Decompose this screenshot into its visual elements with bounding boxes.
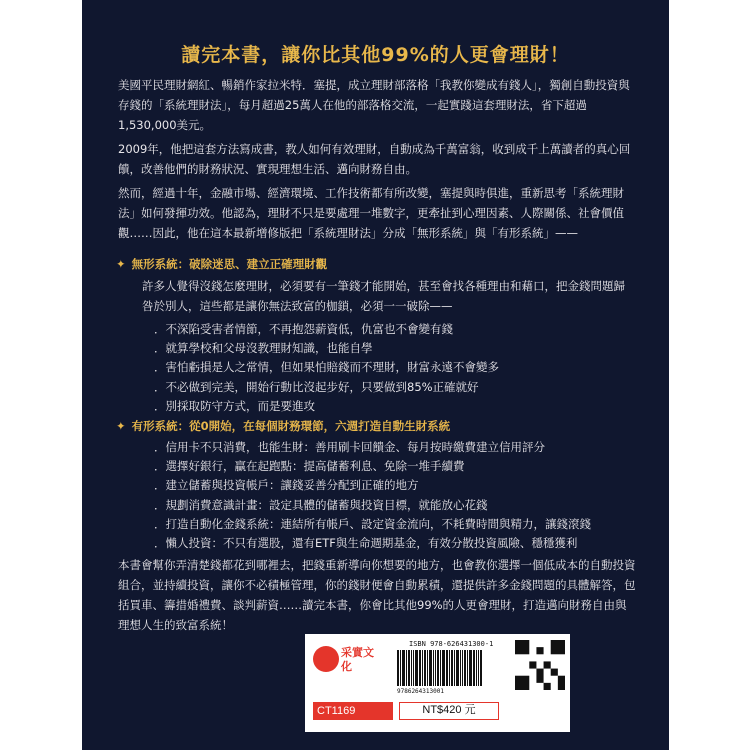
list-item: ．懶人投資：不只有選股，還有ETF與生命週期基金，有效分散投資風險、穩穩獲利 (154, 536, 578, 551)
intangible-bullet-list (154, 320, 634, 416)
update-paragraph: 然而，經過十年，金融市場、經濟環境、工作技術都有所改變，塞提與時俱進，重新思考「系統理財法」如何發揮功效。他認為，理財不只是要處理一堆數字，更牽扯到心理因素、人際關係、社會價值觀……因此，他在這本最新增修版把「系統理財法」分成「無形系統」與「有形系統」—— (118, 186, 624, 240)
list-item: ．不深陷受害者情節，不再抱怨薪資低，仇富也不會變有錢 (154, 322, 453, 336)
headline: 讀完本書，讓你比其他99%的人更會理財！ (181, 44, 570, 66)
star-icon: ✦ (116, 257, 126, 271)
list-item: ．別採取防守方式，而是要進攻 (154, 398, 315, 413)
section-title-text: 有形系統：從0開始，在每個財務環節，六週打造自動生財系統 (131, 419, 451, 433)
isbn-number: 9786264313001 (397, 688, 444, 695)
tangible-bullet-list (154, 438, 634, 553)
star-icon: ✦ (116, 419, 126, 433)
list-item: ．信用卡不只消費，也能生財：善用刷卡回饋金、每月按時繳費建立信用評分 (154, 440, 545, 454)
history-paragraph: 2009年，他把這套方法寫成書，教人如何有效理財，自動成為千萬富翁，收到成千上萬讀者的真心回饋，改善他們的財務狀況、實現理想生活、邁向財務自由。 (118, 142, 631, 176)
intangible-system-body: 許多人覺得沒錢怎麼理財，必須要有一筆錢才能開始，甚至會找各種理由和藉口，把金錢問題歸咎於別人，這些都是讓你無法致富的枷鎖，必須一一破除—— (142, 279, 625, 313)
publisher-name: 采實文化 (341, 646, 374, 673)
list-item: ．就算學校和父母沒教理財知識，也能自學 (154, 341, 373, 356)
barcode-icon (397, 650, 507, 686)
publisher-logo-icon (313, 646, 339, 672)
intangible-system-title (116, 256, 327, 272)
list-item: ．建立儲蓄與投資帳戶：讓錢妥善分配到正確的地方 (154, 478, 419, 493)
isbn-label: ISBN 978-626431300-1 (409, 640, 494, 648)
list-item: ．害怕虧損是人之常情，但如果怕賠錢而不理財，財富永遠不會變多 (154, 360, 499, 375)
barcode-panel (305, 634, 570, 732)
qr-code-icon (515, 640, 565, 690)
list-item: ．選擇好銀行，贏在起跑點：提高儲蓄利息、免除一堆手續費 (154, 459, 465, 474)
tangible-system-title (116, 418, 450, 434)
list-item: ．不必做到完美，開始行動比沒起步好，只要做到85%正確就好 (154, 379, 479, 394)
closing-paragraph: 本書會幫你弄清楚錢都花到哪裡去，把錢重新導向你想要的地方，也會教你選擇一個低成本的自動投資組合，並持續投資，讓你不必積極管理，你的錢財便會自動累積，還提供許多金錢問題的具體解答，包括買車、籌措婚禮費、談判薪資……讀完本書，你會比其他99%的人更會理財，打造邁向財務自由與理想人生的致富系統！ (118, 558, 636, 632)
list-item: ．規劃消費意識計畫：設定具體的儲蓄與投資目標，就能放心花錢 (154, 497, 488, 512)
product-code: CT1169 (313, 702, 393, 720)
section-title-text: 無形系統：破除迷思、建立正確理財觀 (131, 257, 328, 271)
price-tag: NT$420 元 (399, 702, 499, 720)
intro-paragraph: 美國平民理財網紅、暢銷作家拉米特．塞提，成立理財部落格「我教你變成有錢人」，獨創自動投資與存錢的「系統理財法」，每月超過25萬人在他的部落格交流，一起實踐這套理財法，省下超過1,530,000美元。 (118, 78, 630, 132)
list-item: ．打造自動化金錢系統：連結所有帳戶、設定資金流向，不耗費時間與精力，讓錢滾錢 (154, 516, 591, 531)
